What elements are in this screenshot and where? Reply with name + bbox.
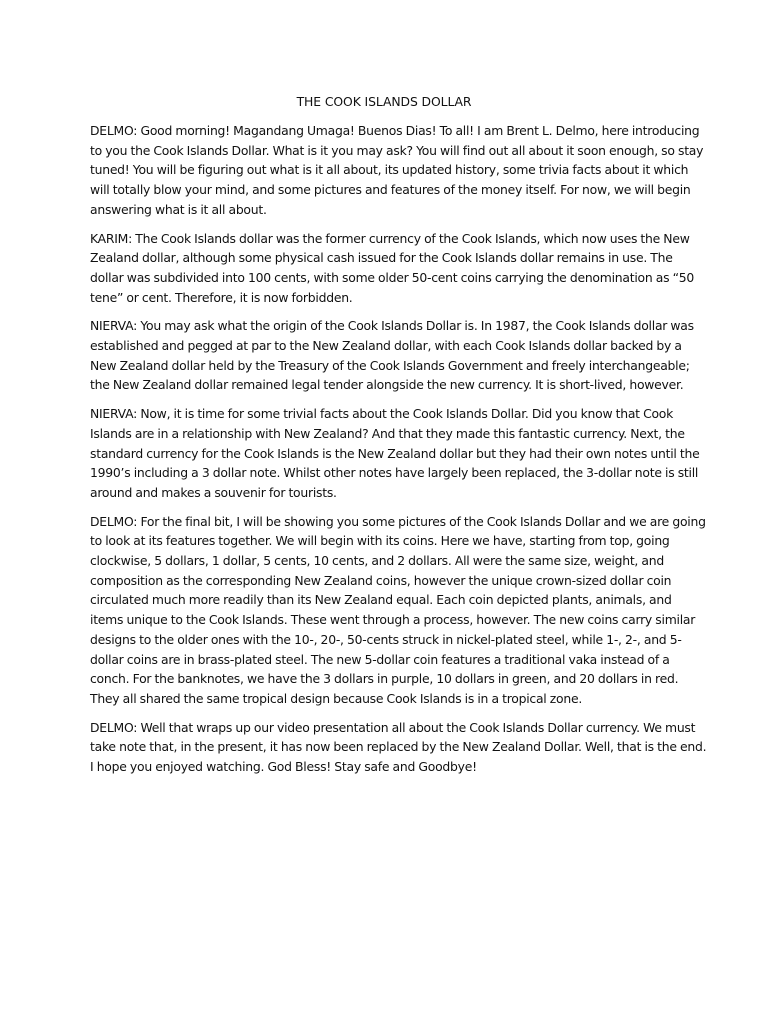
paragraph-delmo-intro: DELMO: Good morning! Magandang Umaga! Buenos Dias! To all! I am Brent L. Delmo, here introducing to you the Cook Islands Dollar. What is it you may ask? You will find out all about it soon enough, so stay tuned! You will be figuring out what is it all about, its updated history, some trivia facts about it which will totally blow your mind, and some pictures and features of the money itself. For now, we will begin answering what is it all about. (90, 123, 704, 217)
paragraph-nierva-trivia: NIERVA: Now, it is time for some trivial facts about the Cook Islands Dollar. Did you know that Cook Islands are in a relationship with New Zealand? And that they made this fantastic currency. Next, the standard currency for the Cook Islands is the New Zealand dollar but they had their own notes until the 1990’s including a 3 dollar note. Whilst other notes have largely been replaced, the 3-dollar note is still around and makes a souvenir for tourists. (90, 406, 700, 500)
document-title: THE COOK ISLANDS DOLLAR (296, 94, 472, 109)
paragraph-delmo-closing: DELMO: Well that wraps up our video presentation all about the Cook Islands Dollar currency. We must take note that, in the present, it has now been replaced by the New Zealand Dollar. Well, that is the end. I hope you enjoyed watching. God Bless! Stay safe and Goodbye! (90, 719, 707, 775)
paragraph-nierva-origin: NIERVA: You may ask what the origin of the Cook Islands Dollar is. In 1987, the Cook Islands dollar was established and pegged at par to the New Zealand dollar, with each Cook Islands dollar backed by a New Zealand dollar held by the Treasury of the Cook Islands Government and freely interchangeable; the New Zealand dollar remained legal tender alongside the new currency. It is short-lived, however. (90, 318, 694, 393)
document-body (90, 121, 708, 786)
paragraph-karim-definition: KARIM: The Cook Islands dollar was the former currency of the Cook Islands, which now uses the New Zealand dollar, although some physical cash issued for the Cook Islands dollar remains in use. The dollar was subdivided into 100 cents, with some older 50-cent coins carrying the denomination as “50 tene” or cent. Therefore, it is now forbidden. (90, 230, 695, 305)
paragraph-delmo-features: DELMO: For the final bit, I will be showing you some pictures of the Cook Islands Dollar and we are going to look at its features together. We will begin with its coins. Here we have, starting from top, going clockwise, 5 dollars, 1 dollar, 5 cents, 10 cents, and 2 dollars. All were the same size, weight, and composition as the corresponding New Zealand coins, however the unique crown-sized dollar coin circulated much more readily than its New Zealand equal. Each coin depicted plants, animals, and items unique to the Cook Islands. These went through a process, however. The new coins carry similar designs to the older ones with the 10-, 20-, 50-cents struck in nickel-plated steel, while 1-, 2-, and 5-dollar coins are in brass-plated steel. The new 5-dollar coin features a traditional vaka instead of a conch. For the banknotes, we have the 3 dollars in purple, 10 dollars in green, and 20 dollars in red. They all shared the same tropical design because Cook Islands is in a tropical zone. (90, 513, 706, 706)
